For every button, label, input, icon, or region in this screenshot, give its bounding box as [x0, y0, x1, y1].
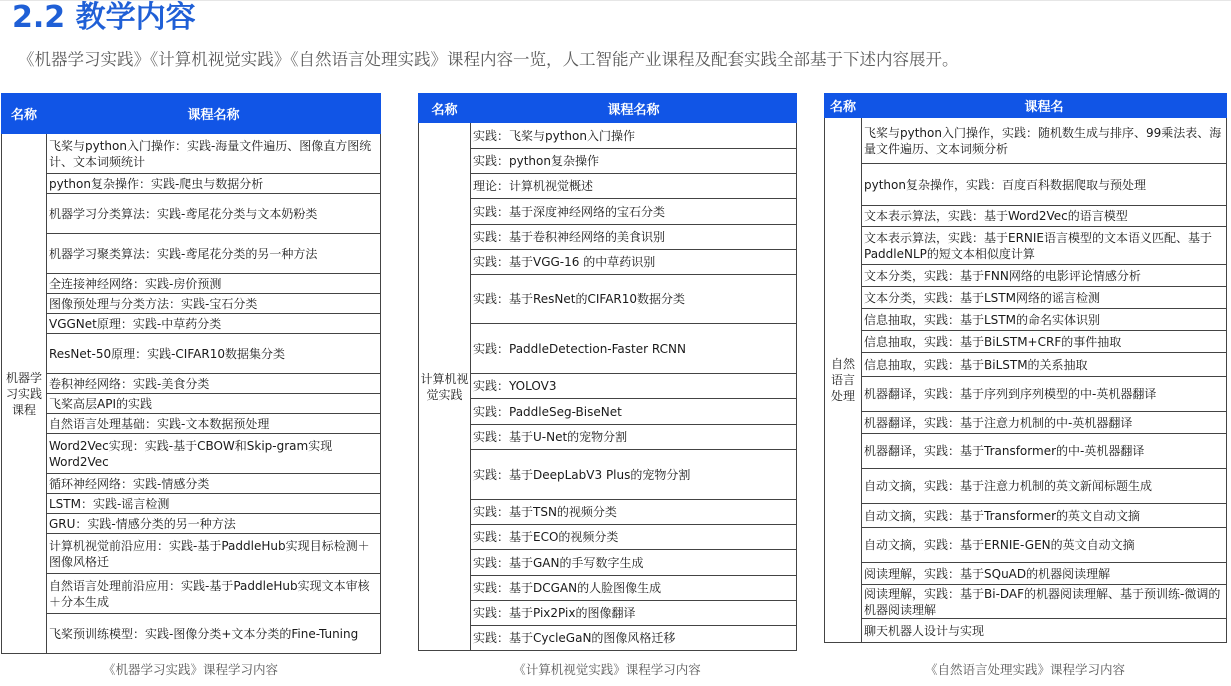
course-cell: 飞桨与python入门操作，实践：随机数生成与排序、99乘法表、海量文件遍历、文本词频分析 [862, 118, 1227, 164]
course-cell: 实践：PaddleSeg-BiseNet [471, 399, 797, 425]
course-cell: ResNet-50原理：实践-CIFAR10数据集分类 [47, 334, 381, 374]
table-row [2, 274, 381, 294]
course-cell: 实践：基于TSN的视频分类 [471, 500, 797, 525]
course-cell: 信息抽取，实践：基于BiLSTM的关系抽取 [862, 353, 1227, 377]
course-cell: 实践：基于GAN的手写数字生成 [471, 550, 797, 576]
table-row [825, 331, 1227, 353]
course-cell: 实践：基于深度神经网络的宝石分类 [471, 199, 797, 225]
course-cell: 实践：基于卷积神经网络的美食识别 [471, 225, 797, 250]
course-cell: 机器翻译，实践：基于Transformer的中-英机器翻译 [862, 434, 1227, 469]
table-row [419, 250, 797, 275]
course-cell: python复杂操作：实践-爬虫与数据分析 [47, 174, 381, 194]
course-cell: 理论：计算机视觉概述 [471, 174, 797, 199]
ml-table-caption: 《机器学习实践》课程学习内容 [102, 662, 278, 677]
course-cell: 文本表示算法，实践：基于Word2Vec的语言模型 [862, 206, 1227, 227]
course-cell: GRU：实践-情感分类的另一种方法 [47, 514, 381, 534]
ml-category-cell: 机器学习实践课程 [2, 134, 47, 654]
course-cell: 阅读理解，实践：基于Bi-DAF的机器阅读理解、基于预训练-微调的机器阅读理解 [862, 585, 1227, 619]
table-row [825, 469, 1227, 504]
table-row [2, 174, 381, 194]
course-cell: 实践：基于Pix2Pix的图像翻译 [471, 601, 797, 626]
table-row [825, 619, 1227, 643]
course-cell: 飞桨高层API的实践 [47, 394, 381, 414]
table-row [419, 399, 797, 425]
course-cell: 实践：基于DeepLabV3 Plus的宠物分割 [471, 450, 797, 500]
course-cell: 信息抽取，实践：基于LSTM的命名实体识别 [862, 309, 1227, 331]
course-cell: 实践：PaddleDetection-Faster RCNN [471, 324, 797, 374]
course-cell: VGGNet原理：实践-中草药分类 [47, 314, 381, 334]
course-cell: 阅读理解，实践：基于SQuAD的机器阅读理解 [862, 563, 1227, 585]
table-row [2, 614, 381, 654]
name-column-header: 名称 [419, 94, 471, 123]
name-column-header: 名称 [2, 94, 47, 134]
course-cell: 机器翻译，实践：基于注意力机制的中-英机器翻译 [862, 412, 1227, 434]
cv-category-cell: 计算机视觉实践 [419, 123, 471, 651]
course-cell: 实践：YOLOV3 [471, 374, 797, 399]
table-row [825, 309, 1227, 331]
table-row [2, 574, 381, 614]
table-row [825, 585, 1227, 619]
table-row [419, 275, 797, 324]
table-row [825, 377, 1227, 412]
table-row [2, 294, 381, 314]
table-row [419, 199, 797, 225]
table-row [419, 500, 797, 525]
table-row [419, 123, 797, 149]
table-row [825, 287, 1227, 309]
course-cell: 卷积神经网络：实践-美食分类 [47, 374, 381, 394]
course-cell: LSTM：实践-谣言检测 [47, 494, 381, 514]
nlp-course-table [824, 93, 1227, 643]
course-cell: 信息抽取，实践：基于BiLSTM+CRF的事件抽取 [862, 331, 1227, 353]
table-row [419, 149, 797, 174]
table-row [2, 374, 381, 394]
table-row [419, 550, 797, 576]
course-cell: 自动文摘，实践：基于Transformer的英文自动文摘 [862, 504, 1227, 528]
course-cell: 聊天机器人设计与实现 [862, 619, 1227, 643]
table-row [825, 118, 1227, 164]
course-cell: 循环神经网络：实践-情感分类 [47, 474, 381, 494]
course-cell: 自动文摘，实践：基于注意力机制的英文新闻标题生成 [862, 469, 1227, 504]
name-column-header: 名称 [825, 94, 862, 118]
course-cell: 全连接神经网络：实践-房价预测 [47, 274, 381, 294]
course-cell: 文本表示算法，实践：基于ERNIE语言模型的文本语义匹配、基于PaddleNLP的短文本相似度计算 [862, 227, 1227, 265]
table-row [419, 601, 797, 626]
course-cell: 机器翻译，实践：基于序列到序列模型的中-英机器翻译 [862, 377, 1227, 412]
course-cell: Word2Vec实现：实践-基于CBOW和Skip-gram实现Word2Vec [47, 434, 381, 474]
course-cell: 实践：基于CycleGaN的图像风格迁移 [471, 626, 797, 651]
table-row [2, 394, 381, 414]
course-cell: 文本分类，实践：基于LSTM网络的谣言检测 [862, 287, 1227, 309]
course-cell: 实践：基于VGG-16 的中草药识别 [471, 250, 797, 275]
table-row [2, 134, 381, 174]
course-cell: 实践：飞桨与python入门操作 [471, 123, 797, 149]
nlp-category-cell: 自然语言处理 [825, 118, 862, 643]
table-row [419, 225, 797, 250]
table-row [419, 425, 797, 450]
table-row [419, 450, 797, 500]
course-cell: 飞桨预训练模型：实践-图像分类+文本分类的Fine-Tuning [47, 614, 381, 654]
course-cell: 飞桨与python入门操作：实践-海量文件遍历、图像直方图统计、文本词频统计 [47, 134, 381, 174]
table-row [419, 525, 797, 550]
table-row [825, 227, 1227, 265]
cv-course-table [418, 93, 797, 651]
page-subtitle: 《机器学习实践》《计算机视觉实践》《自然语言处理实践》课程内容一览，人工智能产业课程及配套实践全部基于下述内容展开。 [18, 50, 959, 69]
course-cell: 实践：基于ResNet的CIFAR10数据分类 [471, 275, 797, 324]
table-row [2, 474, 381, 494]
table-row [419, 324, 797, 374]
course-cell: 自然语言处理基础：实践-文本数据预处理 [47, 414, 381, 434]
table-row [2, 334, 381, 374]
table-row [419, 626, 797, 651]
course-cell: 自然语言处理前沿应用：实践-基于PaddleHub实现文本审核＋分本生成 [47, 574, 381, 614]
table-row [2, 434, 381, 474]
table-row [2, 534, 381, 574]
course-cell: 图像预处理与分类方法：实践-宝石分类 [47, 294, 381, 314]
course-cell: 机器学习分类算法：实践-鸢尾花分类与文本奶粉类 [47, 194, 381, 234]
table-row [419, 174, 797, 199]
ml-course-table [1, 93, 381, 654]
course-column-header: 课程名称 [47, 94, 381, 134]
table-row [419, 576, 797, 601]
table-row [825, 265, 1227, 287]
table-row [2, 234, 381, 274]
course-cell: 实践：基于ECO的视频分类 [471, 525, 797, 550]
course-cell: 实践：python复杂操作 [471, 149, 797, 174]
table-row [2, 414, 381, 434]
table-row [419, 374, 797, 399]
course-cell: python复杂操作，实践：百度百科数据爬取与预处理 [862, 164, 1227, 206]
course-cell: 实践：基于DCGAN的人脸图像生成 [471, 576, 797, 601]
nlp-table-caption: 《自然语言处理实践》课程学习内容 [924, 662, 1125, 677]
table-row [825, 206, 1227, 227]
table-row [2, 314, 381, 334]
cv-table-caption: 《计算机视觉实践》课程学习内容 [513, 662, 701, 677]
table-row [2, 494, 381, 514]
course-cell: 自动文摘，实践：基于ERNIE-GEN的英文自动文摘 [862, 528, 1227, 563]
page-title: 2.2 教学内容 [12, 0, 196, 35]
table-row [2, 514, 381, 534]
course-column-header: 课程名 [862, 94, 1227, 118]
table-row [825, 353, 1227, 377]
table-row [825, 164, 1227, 206]
table-row [825, 563, 1227, 585]
table-row [825, 412, 1227, 434]
course-cell: 机器学习聚类算法：实践-鸢尾花分类的另一种方法 [47, 234, 381, 274]
course-cell: 实践：基于U-Net的宠物分割 [471, 425, 797, 450]
course-cell: 计算机视觉前沿应用：实践-基于PaddleHub实现目标检测＋图像风格迁 [47, 534, 381, 574]
table-row [2, 194, 381, 234]
table-row [825, 434, 1227, 469]
table-row [825, 528, 1227, 563]
course-cell: 文本分类，实践：基于FNN网络的电影评论情感分析 [862, 265, 1227, 287]
table-row [825, 504, 1227, 528]
course-column-header: 课程名称 [471, 94, 797, 123]
